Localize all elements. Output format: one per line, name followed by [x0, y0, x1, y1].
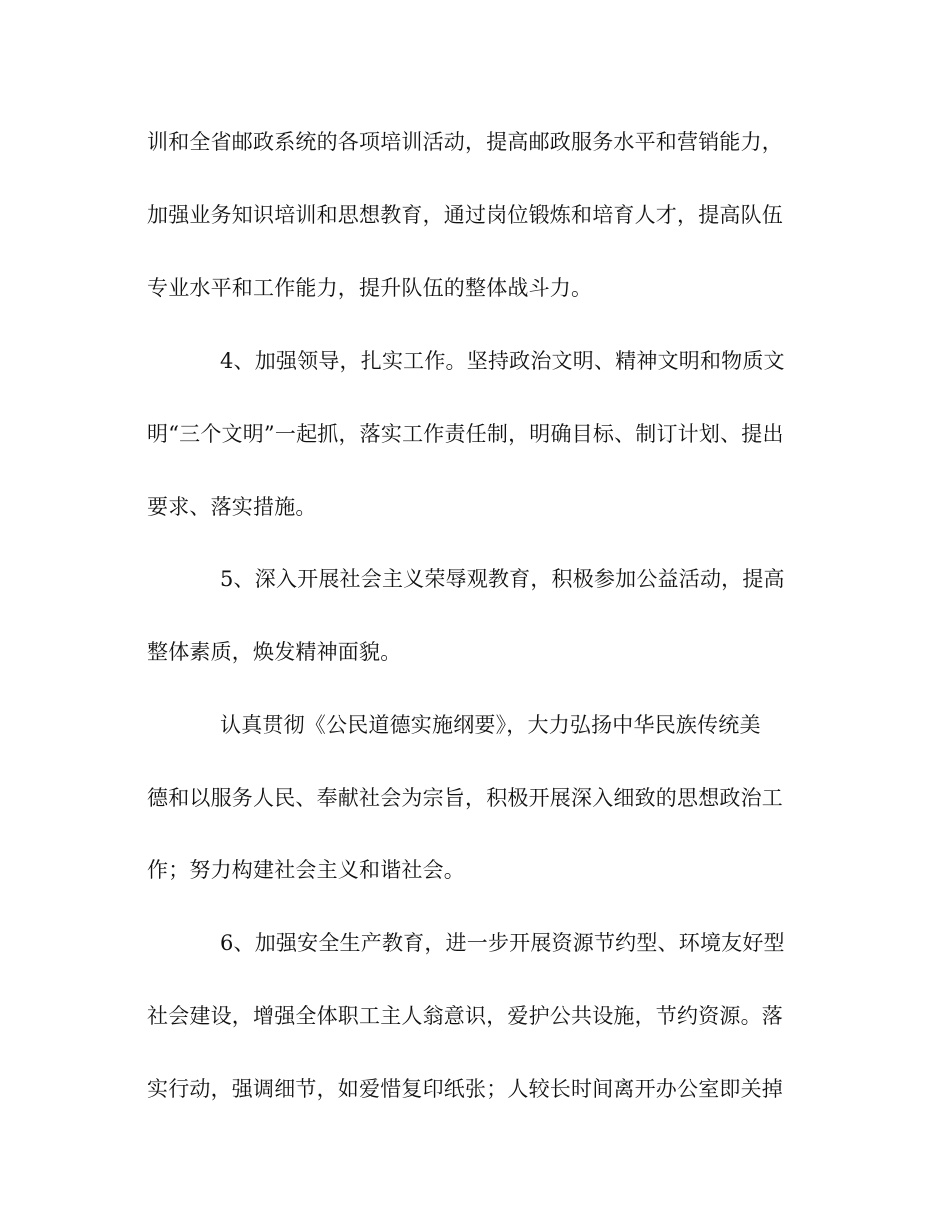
text-line: 加强业务知识培训和思想教育，通过岗位锻炼和培育人才，提高队伍 — [147, 203, 783, 227]
text-line: 训和全省邮政系统的各项培训活动，提高邮政服务水平和营销能力， — [147, 130, 783, 154]
text-line: 整体素质，焕发精神面貌。 — [147, 640, 402, 664]
text-line: 明“三个文明”一起抓，落实工作责任制，明确目标、制订计划、提出 — [147, 422, 784, 446]
text-line: 作；努力构建社会主义和谐社会。 — [147, 858, 465, 882]
paragraph-start-line: 6、加强安全生产教育，进一步开展资源节约型、环境友好型 — [220, 931, 785, 955]
text-line: 德和以服务人民、奉献社会为宗旨，积极开展深入细致的思想政治工 — [147, 786, 783, 810]
paragraph-start-line: 认真贯彻《公民道德实施纲要》，大力弘扬中华民族传统美 — [220, 713, 761, 737]
text-line: 实行动，强调细节，如爱惜复印纸张；人较长时间离开办公室即关掉 — [147, 1077, 783, 1101]
text-line: 社会建设，增强全体职工主人翁意识，爱护公共设施，节约资源。落 — [147, 1004, 783, 1028]
paragraph-start-line: 5、深入开展社会主义荣辱观教育，积极参加公益活动，提高 — [220, 567, 785, 591]
text-line: 要求、落实措施。 — [147, 495, 317, 519]
paragraph-start-line: 4、加强领导，扎实工作。坚持政治文明、精神文明和物质文 — [220, 349, 785, 373]
text-line: 专业水平和工作能力，提升队伍的整体战斗力。 — [147, 276, 593, 300]
